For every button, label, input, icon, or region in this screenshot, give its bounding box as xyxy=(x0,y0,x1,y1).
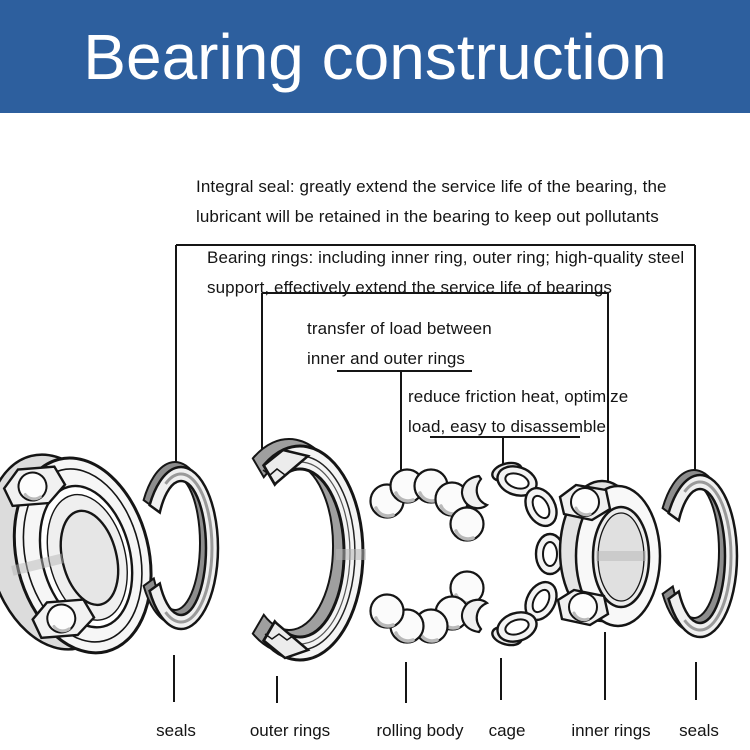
annotation-rolling-body-line1: transfer of load between xyxy=(307,319,492,338)
annotation-bearing-rings-line1: Bearing rings: including inner ring, outer ring; high-quality steel xyxy=(207,248,685,267)
annotation-rolling-body-line2: inner and outer rings xyxy=(307,348,466,368)
part-label-rolling-body: rolling body xyxy=(376,721,464,740)
seal-drawing-right xyxy=(663,470,737,637)
page-title: Bearing construction xyxy=(83,20,667,93)
part-label-seals-right: seals xyxy=(679,721,719,740)
assembled-bearing-drawing xyxy=(0,434,171,674)
part-label-cage: cage xyxy=(488,721,526,740)
annotation-cage-line2: load, easy to disassemble xyxy=(408,416,607,436)
seal-drawing-left xyxy=(144,462,218,629)
cage-drawing xyxy=(462,460,564,648)
annotation-rolling-body xyxy=(307,314,492,373)
annotation-integral-seal-line1: Integral seal: greatly extend the service life of the bearing, the xyxy=(196,177,667,196)
annotation-bearing-rings-line2: support, effectively extend the service life of bearings xyxy=(207,277,613,297)
part-label-inner-rings: inner rings xyxy=(571,721,651,740)
inner-ring-drawing xyxy=(558,481,660,626)
annotation-bearing-rings xyxy=(207,243,684,302)
annotation-integral-seal xyxy=(196,172,667,231)
outer-ring-drawing xyxy=(253,439,366,660)
annotation-cage-line1: reduce friction heat, optimize xyxy=(408,387,629,406)
part-label-seals-left: seals xyxy=(156,721,196,740)
annotation-integral-seal-line2: lubricant will be retained in the bearing to keep out pollutants xyxy=(196,206,659,226)
part-label-outer-rings: outer rings xyxy=(249,721,331,740)
annotation-cage xyxy=(408,382,628,441)
